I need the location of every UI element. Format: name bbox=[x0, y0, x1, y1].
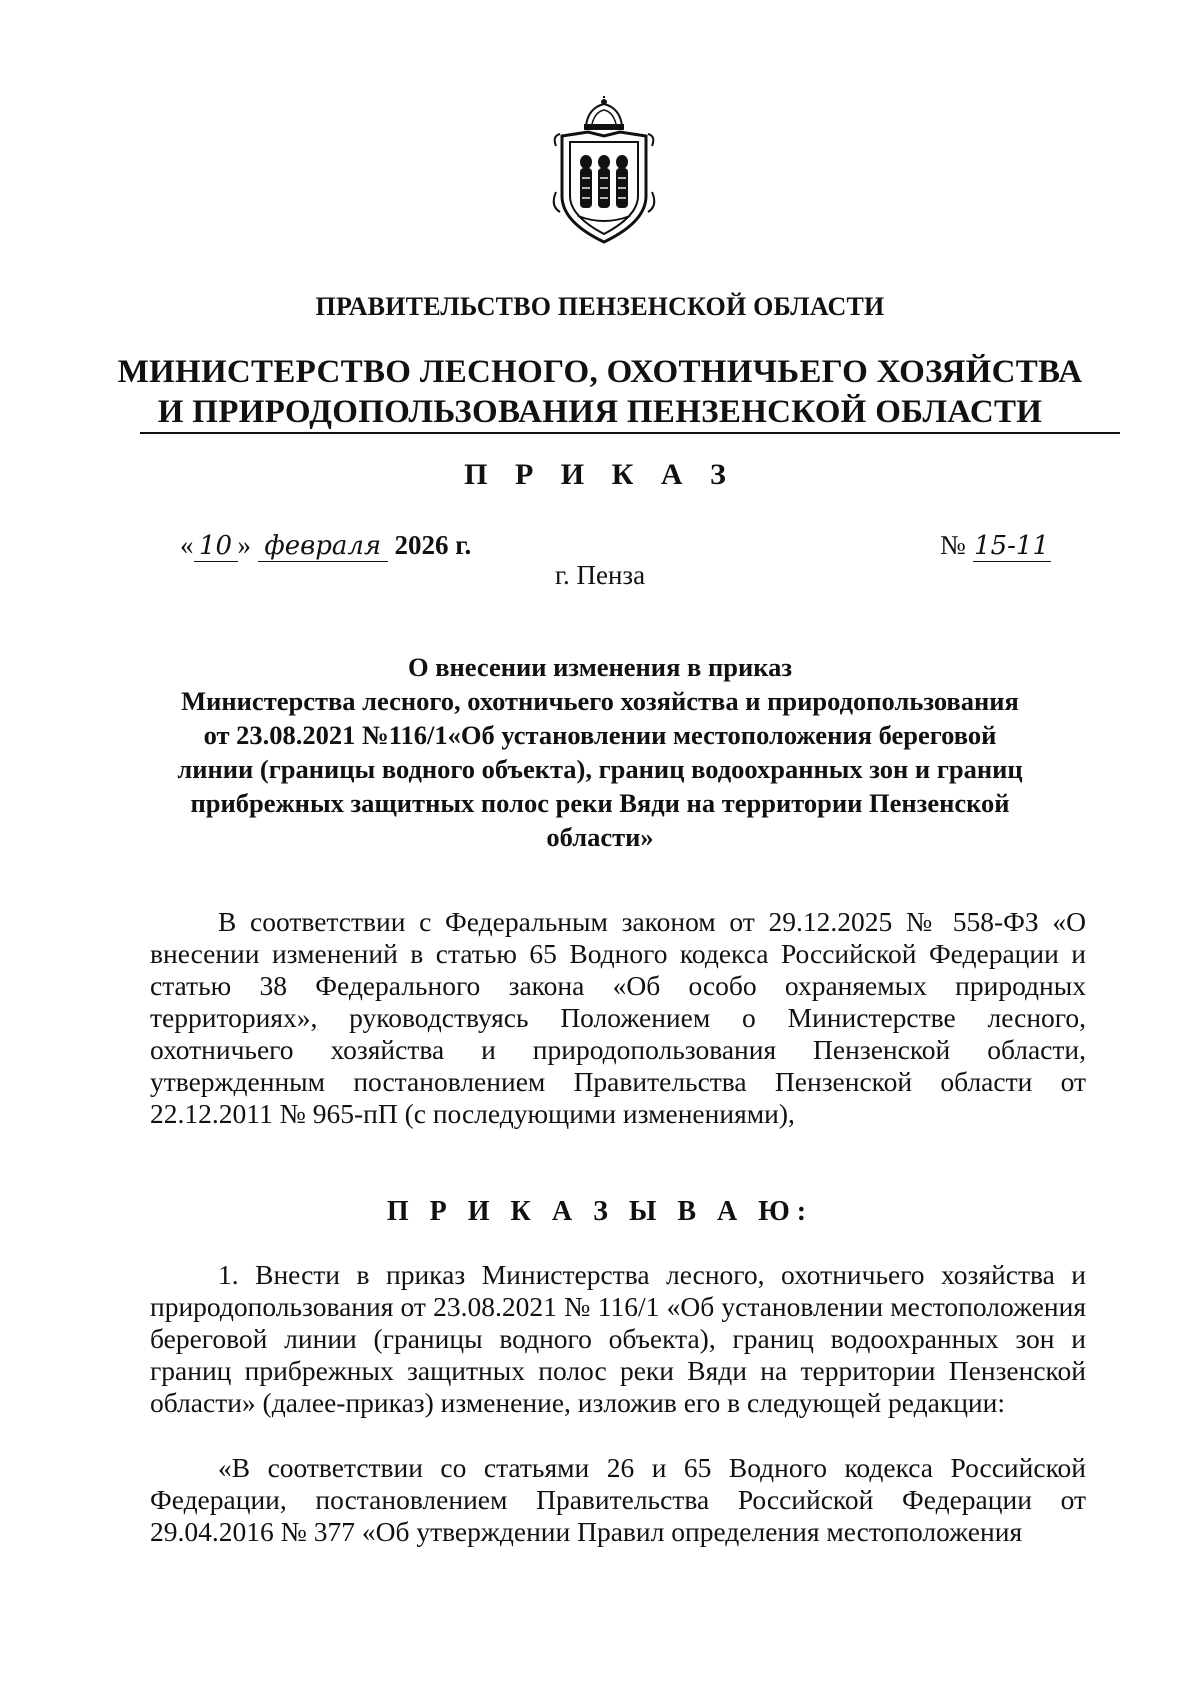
order-date bbox=[180, 530, 471, 562]
order-year: 2026 г. bbox=[394, 530, 472, 560]
quoted-text-paragraph: «В соответствии со статьями 26 и 65 Водного кодекса Российской Федерации, постановлением Правительства Российской Федерации от 29.04.2016 № 377 «Об утверждении Правил определения местоположения bbox=[150, 1452, 1086, 1547]
handwritten-month: февраля bbox=[258, 531, 388, 562]
header-divider bbox=[140, 432, 1120, 434]
handwritten-day: 10 bbox=[194, 531, 238, 562]
order-subject bbox=[150, 650, 1050, 854]
ministry-name bbox=[0, 352, 1200, 432]
government-name: ПРАВИТЕЛЬСТВО ПЕНЗЕНСКОЙ ОБЛАСТИ bbox=[315, 292, 885, 321]
order-number bbox=[940, 530, 1051, 562]
subject-line: прибрежных защитных полос реки Вяди на территории Пензенской bbox=[190, 788, 1010, 818]
subject-line: линии (границы водного объекта), границ водоохранных зон и границ bbox=[177, 754, 1023, 784]
decree-heading: П Р И К А З Ы В А Ю: bbox=[386, 1196, 814, 1227]
subject-line: области» bbox=[546, 822, 654, 852]
number-label: № bbox=[940, 530, 966, 560]
quote-close: » bbox=[237, 530, 251, 560]
subject-line: от 23.08.2021 №116/1«Об установлении местоположения береговой bbox=[203, 720, 997, 750]
order-city: г. Пенза bbox=[554, 560, 646, 590]
subject-line: О внесении изменения в приказ bbox=[407, 652, 793, 682]
subject-line: Министерства лесного, охотничьего хозяйства и природопользования bbox=[181, 686, 1019, 716]
handwritten-number: 15-11 bbox=[974, 531, 1049, 561]
coat-of-arms-icon bbox=[548, 96, 660, 246]
preamble-paragraph: В соответствии с Федеральным законом от 29.12.2025 № 558-ФЗ «О внесении изменений в статью 65 Водного кодекса Российской Федерации и статью 38 Федерального закона «Об особо охраняемых природных территориях», руководствуясь Положением о Министерстве лесного, охотничьего хозяйства и природопользования Пензенской области, утвержденным постановлением Правительства Пензенской области от 22.12.2011 № 965-пП (с последующими изменениями), bbox=[150, 906, 1086, 1129]
quote-open: « bbox=[180, 530, 194, 560]
ministry-name-line1: МИНИСТЕРСТВО ЛЕСНОГО, ОХОТНИЧЬЕГО ХОЗЯЙСТВА bbox=[117, 354, 1083, 390]
ministry-name-line2: И ПРИРОДОПОЛЬЗОВАНИЯ ПЕНЗЕНСКОЙ ОБЛАСТИ bbox=[157, 394, 1043, 430]
item-1-paragraph: 1. Внести в приказ Министерства лесного, охотничьего хозяйства и природопользования от 23.08.2021 № 116/1 «Об установлении местоположения береговой линии (границы водного объекта), границ водоохранных зон и границ прибрежных защитных полос реки Вяди на территории Пензенской области» (далее-приказ) изменение, изложив его в следующей редакции: bbox=[150, 1259, 1086, 1418]
document-type-title: П Р И К А З bbox=[464, 458, 736, 491]
